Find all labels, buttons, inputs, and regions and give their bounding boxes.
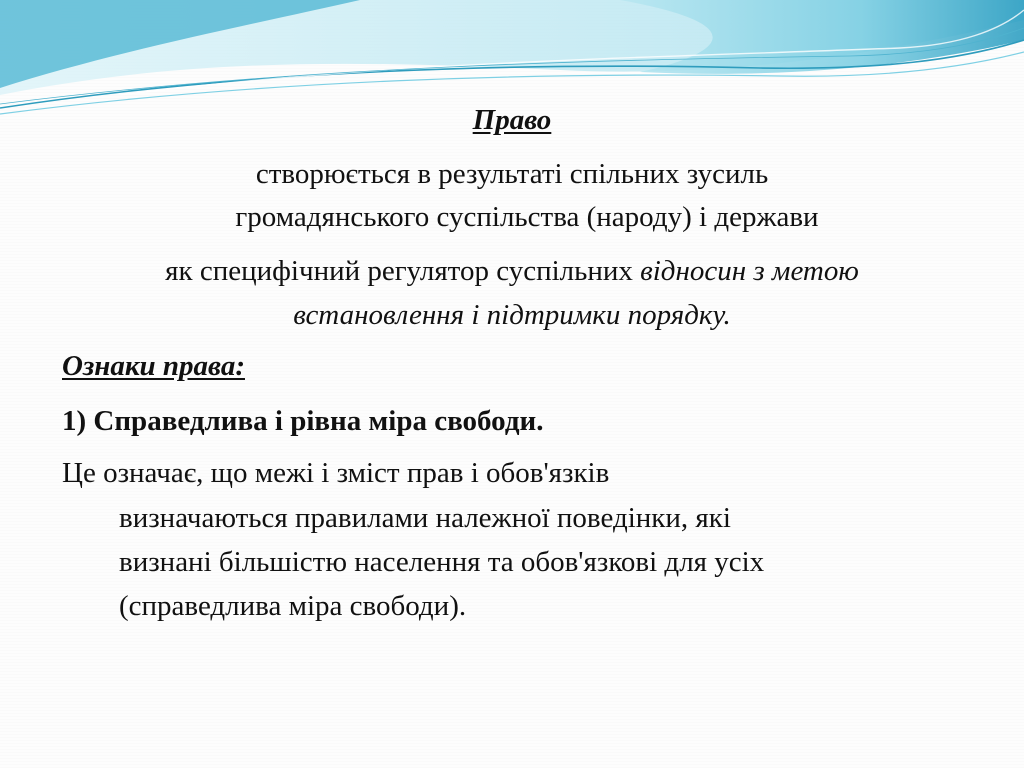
feature-item-1: 1) Справедлива і рівна міра свободи. bbox=[62, 405, 544, 437]
para2-line1 bbox=[0, 253, 1024, 289]
explanation-line1: Це означає, що межі і зміст прав і обов'язків bbox=[62, 457, 610, 489]
slide-heading: Право bbox=[472, 104, 552, 136]
para1-line1: створюється в результаті спільних зусиль bbox=[255, 158, 769, 190]
explanation-line2: визначаються правилами належної поведінки, які bbox=[119, 502, 731, 534]
para2-line2: встановлення і підтримки порядку. bbox=[293, 299, 731, 331]
features-heading: Ознаки права: bbox=[62, 350, 245, 382]
para1-line2: громадянського суспільства (народу) і держави bbox=[235, 201, 819, 233]
para2-italic: відносин з метою bbox=[640, 255, 859, 287]
para2-plain: як специфічний регулятор суспільних bbox=[165, 255, 641, 287]
explanation-line4: (справедлива міра свободи). bbox=[119, 590, 467, 622]
explanation-line3: визнані більшістю населення та обов'язкові для усіх bbox=[119, 546, 765, 578]
